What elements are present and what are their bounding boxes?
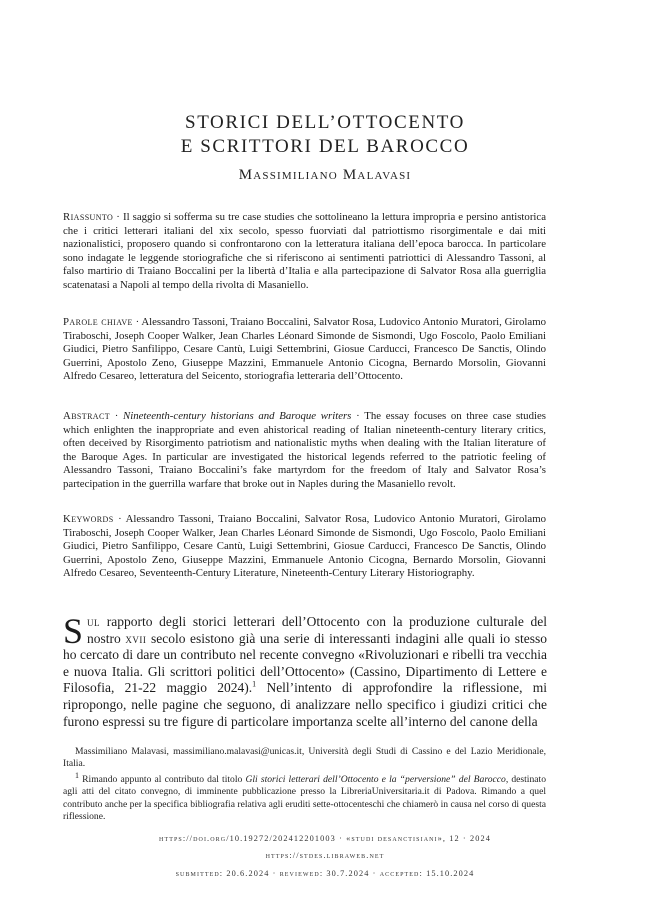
- abstract-english-title: Nineteenth-century historians and Baroque writers: [123, 410, 352, 422]
- doi-line[interactable]: https://doi.org/10.19272/202412201003 · «studi desanctisiani», 12 · 2024: [159, 834, 491, 843]
- keywords-text: Alessandro Tassoni, Traiano Boccalini, Salvator Rosa, Ludovico Antonio Muratori, Girolamo Tiraboschi, Joseph Cooper Walker, Jean Charles Léonard Simonde de Sismondi, Ugo Foscolo, Paolo Emiliani Giudici, Pietro Sanfilippo, Cesare Cantù, Luigi Settembrini, Giosue Carducci, Francesco De Sanctis, Olindo Guerrini, Apostolo Zeno, Giuseppe Mazzini, Emmanuele Antonio Cicogna, Bernardo Morsolin, Giovanni Alfredo Cesareo, Seventeenth-Century Literature, Nineteenth-Century Literary Historiography.: [63, 513, 546, 579]
- footnote-1-number: 1: [75, 770, 79, 780]
- footnote-1: [63, 770, 546, 824]
- journal-website-link[interactable]: https://stdes.libraweb.net: [265, 851, 385, 860]
- body-text-b: secolo esistono già una serie di interessanti indagini alle quali io stesso ho cercato di dare un contributo nel recente convegno «Rivoluzionari e ribelli tra vecchia e nuova Italia. Gli scrittori politici dell’Ottocento» (Cassino, Dipartimento di Lettere e Filosofia, 21-22 maggio 2024).: [63, 630, 548, 696]
- body-text-c: Nell’intento di approfondire la riflessione, mi ripropongo, nelle pagine che seguono, di analizzare nello specifico i giudizi critici che furono espressi su tre figure di particolare importanza scelte all’interno del canone della: [63, 680, 547, 729]
- article-title-line-1: STORICI DELL’OTTOCENTO: [185, 112, 465, 133]
- footnote-1-text-a: Rimando appunto al contributo dal titolo: [79, 774, 246, 785]
- keywords-separator: ·: [113, 513, 126, 525]
- keywords-block: [63, 513, 546, 581]
- riassunto-block: [63, 211, 546, 292]
- parole-chiave-text: Alessandro Tassoni, Traiano Boccalini, Salvator Rosa, Ludovico Antonio Muratori, Girolamo Tiraboschi, Joseph Cooper Walker, Jean Charles Léonard Simonde de Sismondi, Ugo Foscolo, Paolo Emiliani Giudici, Pietro Sanfilippo, Cesare Cantù, Luigi Settembrini, Giosue Carducci, Francesco De Sanctis, Olindo Guerrini, Apostolo Zeno, Giuseppe Mazzini, Emmanuele Antonio Cicogna, Bernardo Morsolin, Giovanni Alfredo Cesareo, letteratura del Seicento, storiografia letteraria dell’Ottocento.: [63, 316, 546, 382]
- article-author: Massimiliano Malavasi: [238, 167, 412, 183]
- riassunto-separator: ·: [113, 211, 123, 223]
- abstract-separator: ·: [110, 410, 124, 422]
- keywords-label: Keywords: [63, 513, 114, 525]
- riassunto-text: Il saggio si sofferma su tre case studies che sottolineano la lettura impropria e persino antistorica che i critici letterari italiani del xix secolo, spesso fuorviati dal patriottismo risorgimentale e dai miti nazionalistici, proposero quando si confrontarono con la letteratura italiana dell’epoca barocca. In particolare sono indagate le leggende storiografiche che si riferiscono ai sentimenti patriottici di Alessandro Tassoni, al falso martirio di Traiano Boccalini per la libertà d’Italia e alla partecipazione di Salvator Rosa alla guerriglia scatenatasi a Napoli al tempo della rivolta di Masaniello.: [63, 211, 546, 291]
- abstract-separator-2: ·: [351, 410, 365, 422]
- footnote-reference[interactable]: 1: [252, 679, 257, 689]
- abstract-block: [63, 410, 546, 491]
- submission-dates: submitted: 20.6.2024 · reviewed: 30.7.2024 · accepted: 15.10.2024: [175, 869, 475, 878]
- article-title-line-2: E SCRITTORI DEL BAROCCO: [180, 136, 470, 157]
- body-paragraph: [63, 611, 548, 730]
- body-century-numeral: xvii: [125, 630, 147, 646]
- footnote-1-cited-title: Gli storici letterari dell’Ottocento e la “perversione” del Barocco: [245, 774, 506, 785]
- author-footnote: Massimiliano Malavasi, massimiliano.malavasi@unicas.it, Università degli Studi di Cassino e del Lazio Meridionale, Italia.: [63, 746, 546, 770]
- body-text-a: rapporto degli storici letterari dell’Ottocento con la produzione culturale del nostro: [87, 614, 547, 646]
- riassunto-label: Riassunto: [63, 211, 114, 223]
- drop-cap: S: [63, 611, 84, 651]
- abstract-label: Abstract: [63, 410, 111, 422]
- body-smallcaps-opening: ul: [87, 614, 101, 629]
- footnote-1-text-b: , destinato agli atti del citato convegno, di imminente pubblicazione presso la LibreriaUniversitaria.it di Padova. Rimando a quel contributo anche per la specifica bibliografia relativa agli eruditi sette-ottocenteschi che chiamerò in causa nel corso di questa riflessione.: [63, 774, 546, 823]
- parole-chiave-block: [63, 316, 546, 384]
- parole-chiave-separator: ·: [132, 316, 142, 328]
- parole-chiave-label: Parole chiave: [63, 316, 133, 328]
- abstract-text: The essay focuses on three case studies which enlighten the inappropriate and even ahistorical reading of Italian nineteenth-century literary critics, often deceived by Risorgimento patriotism and nationalistic myths when dealing with the Italian literature of the Baroque Ages. In particular are investigated the historical legends referred to the patriotic feeling of Alessandro Tassoni, Traiano Boccalini’s fake martyrdom for the freedom of Italy and Salvator Rosa’s partecipation in the guerrilla warfare that broke out in Naples during the Masaniello revolt.: [63, 410, 546, 490]
